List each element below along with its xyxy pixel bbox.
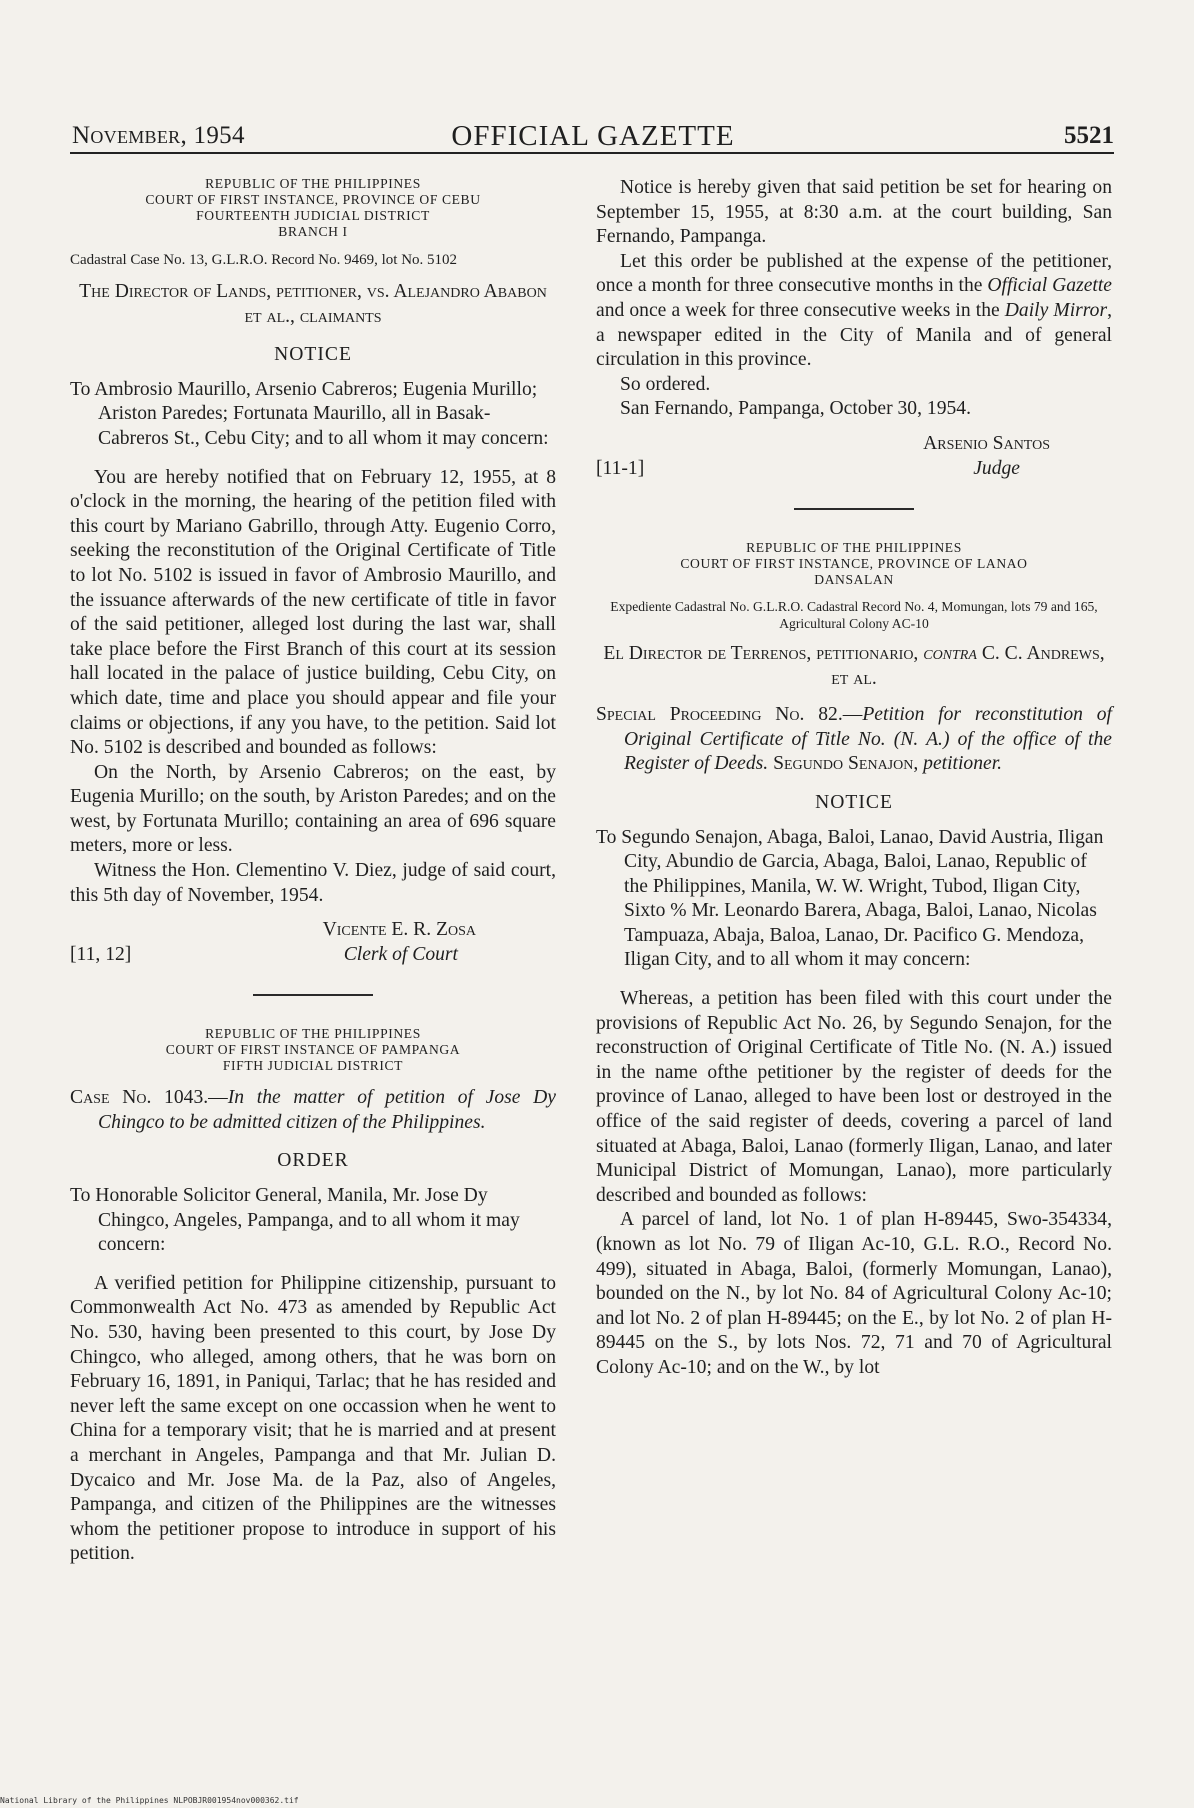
notice-paragraph: A parcel of land, lot No. 1 of plan H-89445, Swo-354334, (known as lot No. 79 of Iligan Ac-10, G.L. R.O., Record No. 499), situated in Abaga, Baloi, (formerly Momungan, Lanao), bounded on the N., by lot No. 84 of Agricultural Colony Ac-10; and lot No. 2 of plan H-89445; on the E., by lot No. 2 of plan H-89445 on the S., by lots Nos. 72, 71 and 70 of Agricultural Colony Ac-10; and on the W., by lot xyxy=(596,1209,1112,1378)
signer-name: Arsenio Santos xyxy=(923,432,1050,454)
notice-addressees: To Ambrosio Maurillo, Arsenio Cabreros; Eugenia Murillo; Ariston Paredes; Fortunata Maurillo, all in Basak-Cabreros St., Cebu City; and to all whom it may concern: xyxy=(70,378,549,449)
notice-cebu xyxy=(70,176,556,968)
case-label: Case No. 1043.— xyxy=(70,1087,228,1109)
notice-lanao xyxy=(596,540,1112,1381)
signature-block xyxy=(70,918,556,968)
notice-paragraph: Witness the Hon. Clementino V. Diez, judge of said court, this 5th day of November, 1954. xyxy=(70,860,556,906)
signature-block xyxy=(596,432,1112,482)
order-addressees: To Honorable Solicitor General, Manila, Mr. Jose Dy Chingco, Angeles, Pampanga, and to all whom it may concern: xyxy=(70,1185,520,1256)
text-run: , a newspaper edited in the City of Manila and of general circulation in this province. xyxy=(596,299,1113,371)
text-run: C. C. Andrews, et al. xyxy=(831,642,1105,689)
court-line: FIFTH JUDICIAL DISTRICT xyxy=(222,1058,404,1074)
order-paragraph: So ordered. xyxy=(620,373,711,395)
header-rule xyxy=(70,152,1114,154)
signer-name: Vicente E. R. Zosa xyxy=(322,919,476,941)
case-heading xyxy=(70,1086,556,1135)
publication-name: Official Gazette xyxy=(987,275,1112,297)
court-line: COURT OF FIRST INSTANCE OF PAMPANGA xyxy=(165,1042,461,1058)
petitioner-name: Segundo Senajon, xyxy=(773,753,919,775)
notice-title: NOTICE xyxy=(815,791,893,813)
court-line: BRANCH I xyxy=(278,224,348,239)
notice-paragraph: On the North, by Arsenio Cabreros; on the east, by Eugenia Murillo; on the south, by Ariston Paredes; and on the west, by Fortunata Murillo; containing an area of 696 square meters, more or less. xyxy=(70,761,556,857)
court-line: REPUBLIC OF THE PHILIPPINES xyxy=(746,539,962,555)
section-divider xyxy=(253,994,373,996)
case-parties xyxy=(596,642,1112,691)
order-title: ORDER xyxy=(277,1150,349,1172)
notice-paragraph: You are hereby notified that on February 12, 1955, at 8 o'clock in the morning, the hearing of the petition filed with this court by Mariano Gabrillo, through Atty. Eugenio Corro, seeking the reconstitution of the Original Certificate of Title to lot No. 5102 is issued in favor of Ambrosio Maurillo, and the issuance afterwards of the new certificate of title in favor of the said petitioner, alleged lost during the last war, shall take place before the First Branch of this court at its session hall located in the palace of justice building, Cebu City, on which date, time and place you should appear and file your claims or objections, if any you have, to the petition. Said lot No. 5102 is described and bounded as follows: xyxy=(70,466,556,759)
case-label: Special Proceeding No. 82.— xyxy=(596,704,863,726)
section-divider xyxy=(794,508,914,510)
order-paragraph xyxy=(596,250,1112,373)
case-number: Expediente Cadastral No. G.L.R.O. Cadastral Record No. 4, Momungan, lots 79 and 165, Agricultural Colony AC-10 xyxy=(610,598,1098,631)
court-line: REPUBLIC OF THE PHILIPPINES xyxy=(205,1026,421,1042)
order-pampanga xyxy=(70,1026,557,1565)
publication-name: Daily Mirror xyxy=(1004,299,1108,321)
case-number: Cadastral Case No. 13, G.L.R.O. Record No. 9469, lot No. 5102 xyxy=(70,252,458,268)
publication-ref: [11-1] xyxy=(596,457,645,479)
scan-footer: National Library of the Philippines NLPOBJR001954nov000362.tif xyxy=(0,1796,299,1805)
signer-role: Clerk of Court xyxy=(343,944,458,966)
special-proceeding xyxy=(596,703,1112,777)
text-run: El Director de Terrenos, petitionario, xyxy=(603,642,924,664)
notice-addressees: To Segundo Senajon, Abaga, Baloi, Lanao, David Austria, Iligan City, Abundio de Garcia, Abaga, Baloi, Lanao, Republic of the Philippines, Manila, W. W. Wright, Tubod, Iligan City, Sixto % Mr. Leonardo Barera, Abaga, Baloi, Lanao, Nicolas Tampuaza, Abaja, Baloa, Lanao, Dr. Pacifico G. Mendoza, Iligan City, and to all whom it may concern: xyxy=(596,826,1104,971)
court-line: DANSALAN xyxy=(814,571,894,587)
notice-paragraph: Whereas, a petition has been filed with this court under the provisions of Republic Act No. 26, by Segundo Senajon, for the reconstruction of Original Certificate of Title No. (N. A.) issued in the name ofthe petitioner by the register of deeds for the province of Lanao, alleged to have been lost or destroyed in the office of the said register of deeds, covering a parcel of land situated at Abaga, Baloi, Lanao (formerly Iligan, Lanao, and later Municipal District of Momungan, Lanao), more particularly described and bounded as follows: xyxy=(596,988,1112,1206)
header-date: November, 1954 xyxy=(72,122,245,149)
text-run: and once a week for three consecutive weeks in the xyxy=(596,299,1005,321)
order-paragraph: San Fernando, Pampanga, October 30, 1954. xyxy=(620,398,971,420)
court-line: COURT OF FIRST INSTANCE, PROVINCE OF LANAO xyxy=(680,555,1028,571)
order-pampanga-continued xyxy=(596,176,1112,482)
case-text: In the matter of petition of Jose Dy Chingco to be admitted citizen of the Philippines. xyxy=(98,1087,557,1133)
order-paragraph: Notice is hereby given that said petition be set for hearing on September 15, 1955, at 8:30 a.m. at the court building, San Fernando, Pampanga. xyxy=(596,177,1112,248)
text-run: Let this order be published at the expense of the petitioner, once a month for three consecutive months in the xyxy=(596,250,1112,297)
header-title: OFFICIAL GAZETTE xyxy=(451,120,735,152)
petitioner-role: petitioner. xyxy=(923,753,1003,775)
case-parties: The Director of Lands, petitioner, vs. Alejandro Ababon et al., claimants xyxy=(79,281,547,327)
publication-ref: [11, 12] xyxy=(70,944,132,966)
header-page-number: 5521 xyxy=(1064,122,1114,149)
court-line: REPUBLIC OF THE PHILIPPINES xyxy=(205,176,421,191)
signer-role: Judge xyxy=(973,457,1020,479)
court-line: FOURTEENTH JUDICIAL DISTRICT xyxy=(196,208,430,223)
right-column xyxy=(596,176,1112,1381)
notice-title: NOTICE xyxy=(274,344,352,366)
court-line: COURT OF FIRST INSTANCE, PROVINCE OF CEBU xyxy=(145,192,481,207)
text-run: contra xyxy=(923,642,977,664)
order-paragraph: A verified petition for Philippine citizenship, pursuant to Commonwealth Act No. 473 as amended by Republic Act No. 530, having been presented to this court, by Jose Dy Chingco, who alleged, among others, that he was born on February 16, 1891, in Paniqui, Tarlac; that he has resided and never left the same except on one occassion when he went to China for a temporary visit; that he is married and at present a merchant in Angeles, Pampanga and that Mr. Julian D. Dycaico and Mr. Jose Ma. de la Paz, also of Angeles, Pampanga, and citizen of the Philippines are the witnesses whom the petitioner propose to introduce in support of his petition. xyxy=(70,1272,556,1565)
left-column xyxy=(70,176,557,1565)
page-header xyxy=(72,108,1114,152)
case-text: Petition for reconstitution of Original Certificate of Title No. (N. A.) of the office of the Register of Deeds. xyxy=(624,704,1112,775)
